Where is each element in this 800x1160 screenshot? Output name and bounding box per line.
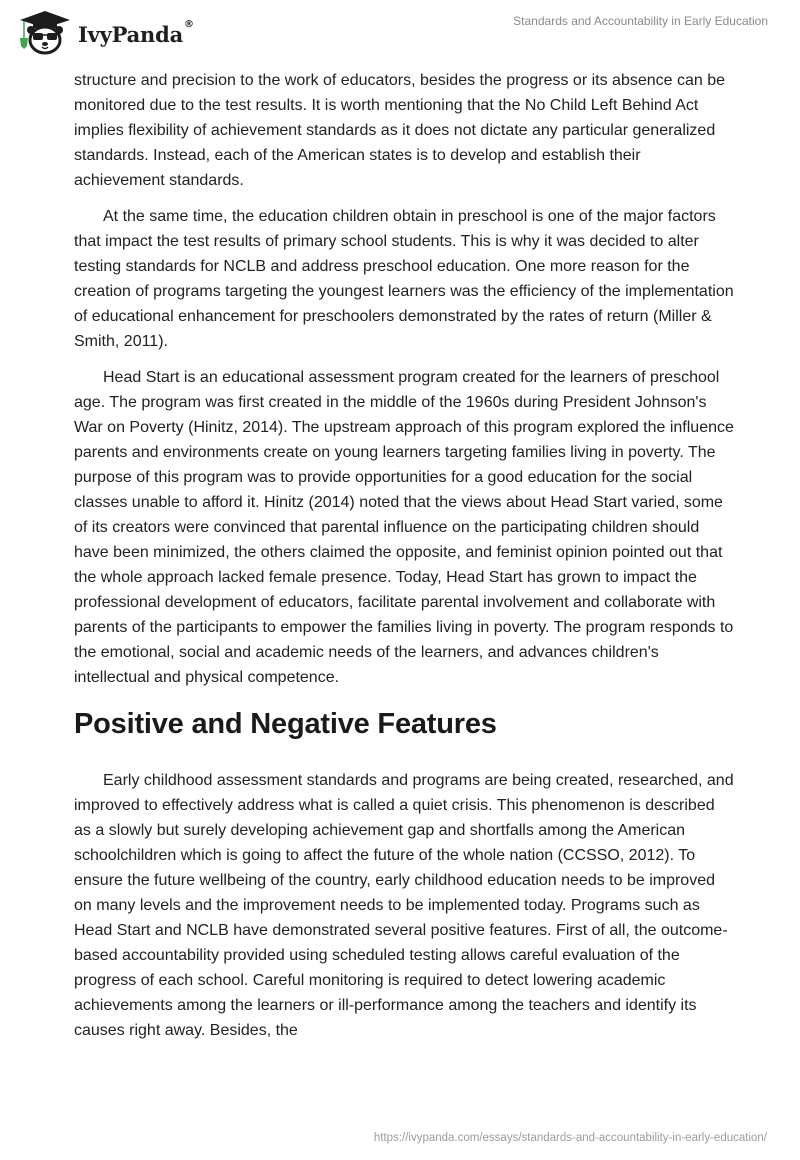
paragraph: Head Start is an educational assessment program created for the learners of preschool age. The program was first created in the middle of the 1960s during President Johnson's War on Poverty (Hinitz, 2014). The upstream approach of this program explored the influence parents and environments create on young learners targeting families living in poverty. The purpose of this program was to provide opportunities for a good education for the social classes unable to afford it. Hinitz (2014) noted that the views about Head Start varied, some of its creators were convinced that parental influence on the participating children should have been minimized, the others claimed the opposite, and feminist opinion pointed out that the whole approach lacked female presence. Today, Head Start has grown to impact the professional development of educators, facilitate parental involvement and collaborate with parents of the participants to empower the families living in poverty. The program responds to the emotional, social and academic needs of the learners, and advances children's intellectual and physical competence. bbox=[74, 369, 734, 686]
source-url-link[interactable]: https://ivypanda.com/essays/standards-and-accountability-in-early-education/ bbox=[373, 1132, 767, 1144]
paragraph: Early childhood assessment standards and programs are being created, researched, and improved to effectively address what is called a quiet crisis. This phenomenon is described as a slowly but surely developing achievement gap and shortfalls among the American schoolchildren which is going to affect the future of the whole nation (CCSSO, 2012). To ensure the future wellbeing of the country, early childhood education needs to be improved on many levels and the improvement needs to be implemented today. Programs such as Head Start and NCLB have demonstrated several positive features. First of all, the outcome-based accountability provided using scheduled testing allows careful evaluation of the progress of each school. Careful monitoring is required to detect lowering academic achievements among the learners or ill-performance among the teachers and identify its causes right away. Besides, the bbox=[74, 772, 734, 1039]
ivypanda-logo[interactable] bbox=[16, 8, 194, 56]
essay-content bbox=[74, 68, 734, 1054]
page-header bbox=[0, 0, 800, 60]
section-heading: Positive and Negative Features bbox=[74, 708, 497, 740]
panda-graduate-icon bbox=[16, 8, 74, 56]
registered-mark: ® bbox=[184, 18, 194, 30]
paragraph: At the same time, the education children obtain in preschool is one of the major factors that impact the test results of primary school students. This is why it was decided to alter testing standards for NCLB and address preschool education. One more reason for the creation of programs targeting the youngest learners was the efficiency of the implementation of educational enhancement for preschoolers demonstrated by the rates of return (Miller & Smith, 2011). bbox=[74, 208, 734, 350]
logo-text: IvyPanda® bbox=[78, 18, 194, 47]
paragraph: structure and precision to the work of educators, besides the progress or its absence can be monitored due to the test results. It is worth mentioning that the No Child Left Behind Act implies flexibility of achievement standards as it does not dictate any particular generalized standards. Instead, each of the American states is to develop and establish their achievement standards. bbox=[74, 72, 726, 189]
document-title: Standards and Accountability in Early Education bbox=[513, 14, 768, 28]
